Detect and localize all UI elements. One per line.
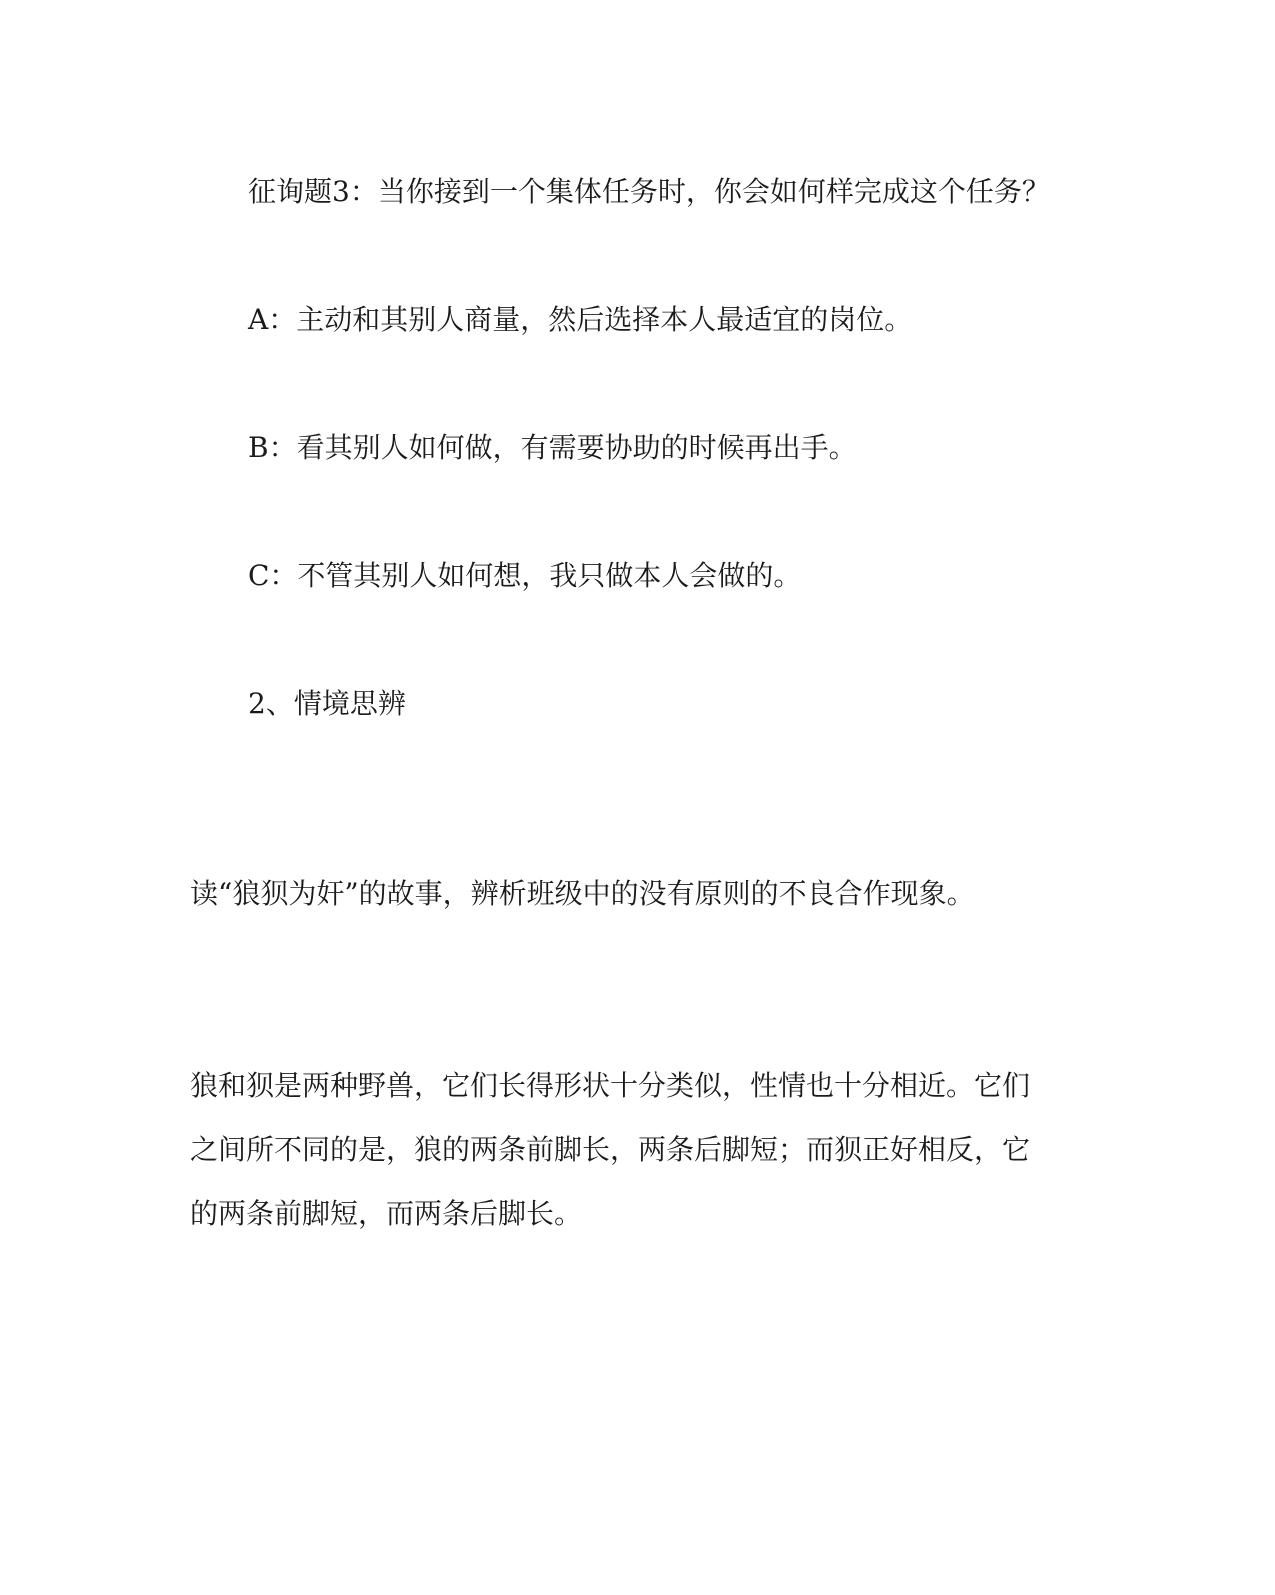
- option-a: A：主动和其别人商量，然后选择本人最适宜的岗位。: [248, 303, 913, 336]
- question-prompt: 征询题3：当你接到一个集体任务时，你会如何样完成这个任务？: [248, 175, 1050, 208]
- option-b: B：看其别人如何做，有需要协助的时候再出手。: [248, 431, 857, 464]
- story-line: 狼和狈是两种野兽，它们长得形状十分类似，性情也十分相近。它们: [190, 1069, 1031, 1102]
- option-c: C：不管其别人如何想，我只做本人会做的。: [248, 559, 802, 592]
- section-heading: 2、情境思辨: [248, 687, 406, 720]
- story-line: 的两条前脚短，而两条后脚长。: [190, 1197, 583, 1230]
- task-instruction: 读“狼狈为奸”的故事，辨析班级中的没有原则的不良合作现象。: [190, 877, 975, 910]
- story-line: 之间所不同的是，狼的两条前脚长，两条后脚短；而狈正好相反，它: [190, 1133, 1031, 1166]
